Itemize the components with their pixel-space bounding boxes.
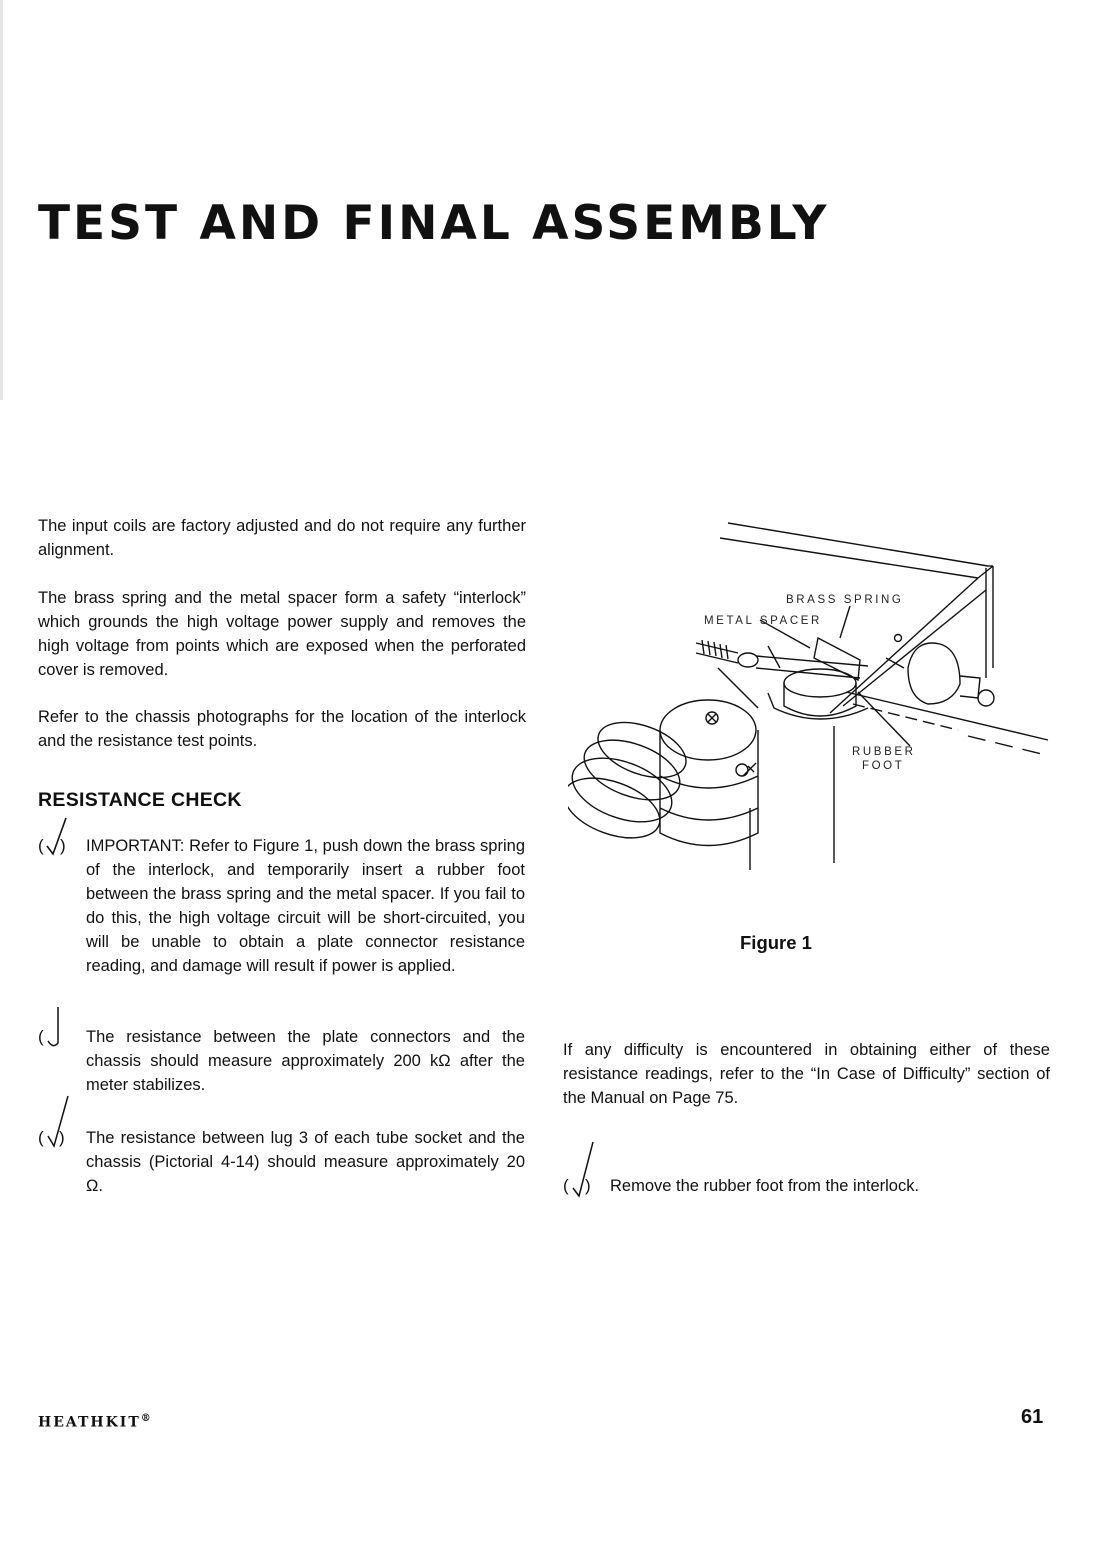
page-number: 61	[1021, 1406, 1044, 1428]
check-mark-icon	[44, 1108, 72, 1152]
check-mark-icon	[569, 1156, 597, 1200]
check-mark-icon	[44, 816, 72, 860]
section-heading: RESISTANCE CHECK	[38, 789, 242, 811]
scan-edge	[0, 0, 3, 400]
difficulty-paragraph: If any difficulty is encountered in obtaining either of these resistance readings, refer to the “In Case of Difficulty” section of the Manual on Page 75.	[563, 1041, 1050, 1107]
brass-spring-label: BRASS SPRING	[786, 594, 904, 606]
step-2-text: The resistance between the plate connectors and the chassis should measure approximately 200 kΩ after the meter stabilizes.	[86, 1028, 525, 1094]
page-title: TEST AND FINAL ASSEMBLY	[38, 196, 830, 251]
registered-mark: ®	[140, 1413, 151, 1424]
step-3-text: The resistance between lug 3 of each tube socket and the chassis (Pictorial 4-14) should measure approximately 20 Ω.	[86, 1129, 525, 1195]
interlock-figure	[568, 508, 1058, 888]
chassis-drawing	[568, 523, 1048, 870]
heathkit-logo	[38, 1413, 151, 1431]
step-4-checkbox[interactable]: ( )	[563, 1174, 607, 1204]
brand-name: HEATHKIT	[38, 1414, 141, 1431]
figure-caption: Figure 1	[740, 932, 812, 953]
foot-label: FOOT	[862, 760, 905, 772]
step-4-text: Remove the rubber foot from the interlock.	[610, 1177, 920, 1195]
rubber-label: RUBBER	[852, 746, 916, 758]
metal-spacer-label: METAL SPACER	[704, 615, 822, 627]
intro-paragraph-2: The brass spring and the metal spacer form a safety “interlock” which grounds the high voltage power supply and removes the high voltage from points which are exposed when the perforated cover is removed.	[38, 589, 526, 679]
step-1-text: IMPORTANT: Refer to Figure 1, push down the brass spring of the interlock, and temporarily insert a rubber foot between the brass spring and the metal spacer. If you fail to do this, the high voltage circuit will be short-circuited, you will be unable to obtain a plate connector resistance reading, and damage will result if power is applied.	[86, 837, 525, 975]
intro-paragraph-3: Refer to the chassis photographs for the location of the interlock and the resistance test points.	[38, 708, 526, 750]
step-3-checkbox[interactable]: ( )	[38, 1126, 82, 1156]
check-mark-icon	[44, 1007, 72, 1051]
step-1-checkbox[interactable]: ( )	[38, 834, 82, 864]
step-2-checkbox[interactable]: (	[38, 1025, 82, 1055]
intro-paragraph-1: The input coils are factory adjusted and do not require any further alignment.	[38, 517, 526, 559]
